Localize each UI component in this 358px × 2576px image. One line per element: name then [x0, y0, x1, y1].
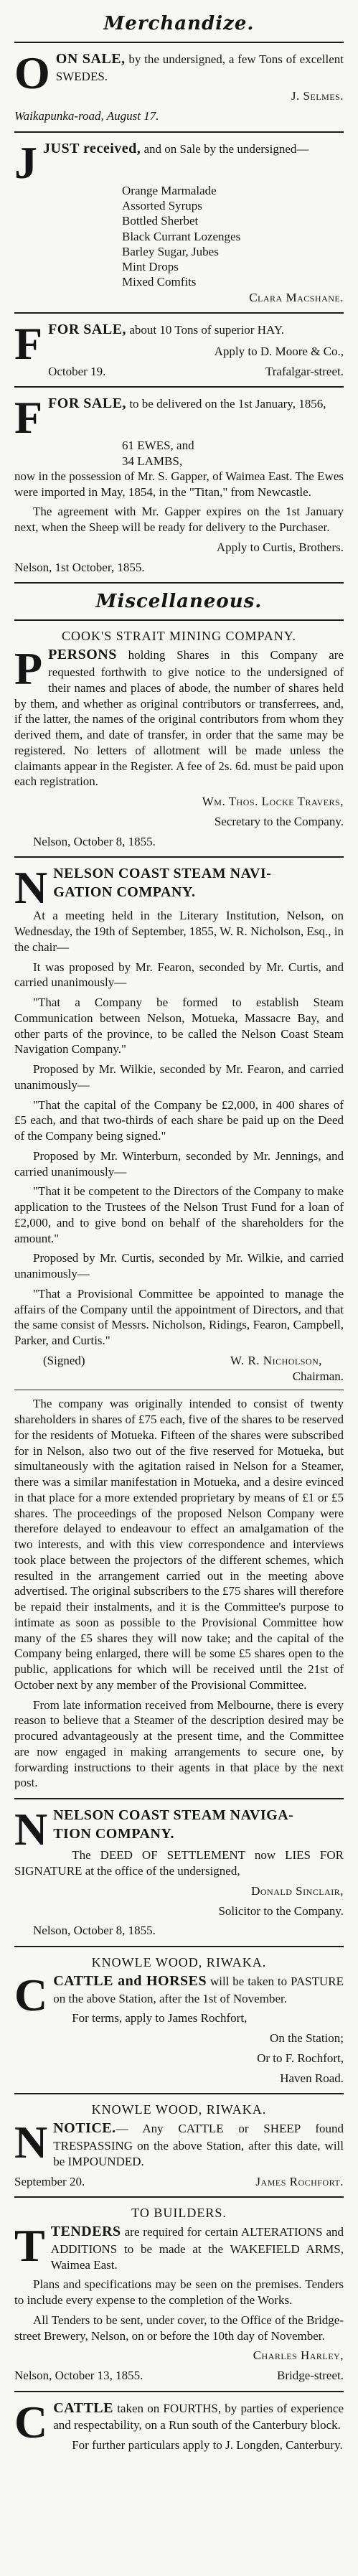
paragraph: From late information received from Melbourne, there is every reason to believe that a Steamer of the description desired may be procured advantageously at the present time, and the Committee are now engaged in making arrangements to secure one, by forwarding instructions to their agents in that place by the next post.	[14, 1697, 344, 1790]
ad-steam-navigation	[14, 862, 344, 1791]
ad-lead: NOTICE.	[53, 2120, 116, 2137]
ad-text: The agreement with Mr. Gapper expires on the 1st January next, when the Sheep will be ready for delivery to the Purchaser.	[14, 505, 344, 535]
ad-apply: For terms, apply to James Rochfort,	[72, 2011, 248, 2025]
divider	[14, 2391, 344, 2392]
ad-text: are required for certain ALTERATIONS and ADDITIONS to be made at the WAKEFIELD ARMS, Waimea East.	[50, 2225, 344, 2272]
drop-cap: F	[14, 392, 43, 444]
divider	[14, 619, 344, 621]
divider	[14, 312, 344, 314]
signed-label: (Signed)	[43, 1353, 85, 1367]
ad-signer: W. R. Nicholson,	[230, 1353, 322, 1367]
paragraph: The company was originally intended to consist of twenty shareholders in shares of £75 each, five of the shares to be reserved for the residents of Motueka. Fifteen of the shares were subscribed for in Nelson, also two out of the five reserved for Motueka, but simultaneously with the agitation raised in Nelson for a Steamer, there was a similar manifestation in Motueka, and a desire evinced in that place for a more extended proprietary by means of £1 or £5 shares. The proceedings of the proposed Nelson Company were therefore delayed to endeavour to effect an amalgamation of the two interests, and with this view correspondence and interviews took place between the projectors of the different schemes, which resulted in the arrangement carried out in the meeting above advertised. The original subscribers to the £75 shares will therefore be repaid their instalments, and it is the Committee's purpose to intimate as soon as possible to the Provisional Committee how many of the £5 shares they will now take; and the capital of the Company being enlarged, there will be some £5 shares open to the public, applications for which will be received until the 21st of October next by any member of the Provisional Committee.	[14, 1397, 344, 1692]
ad-apply: Apply to D. Moore & Co.,	[214, 344, 344, 358]
drop-cap: N	[14, 862, 48, 914]
drop-cap: T	[14, 2220, 45, 2272]
ad-text: by the undersigned, a few Tons of excellent SWEDES.	[55, 52, 344, 83]
list-item: 34 LAMBS,	[122, 454, 183, 468]
ad-title: TO BUILDERS.	[131, 2206, 227, 2221]
ad-role: Secretary to the Company.	[214, 814, 344, 828]
ad-signer: Charles Harley,	[253, 2348, 344, 2363]
ad-lead: NELSON COAST STEAM NAVI-	[53, 866, 272, 882]
paragraph: Proposed by Mr. Wilkie, seconded by Mr. Fearon, and carried unanimously—	[14, 1062, 344, 1092]
divider	[14, 386, 344, 388]
list-item: Mixed Comfits	[122, 275, 197, 289]
paragraph: "That it be competent to the Directors of the Company to make application to the Trustees of the Nelson Trust Fund for a loan of £2,000, and to give bond on behalf of the shareholders for the amount."	[14, 1184, 344, 1245]
ad-text: will be taken to PASTURE on the above Station, after the 1st of November.	[53, 1975, 344, 2005]
divider	[14, 1798, 344, 1799]
ad-date: September 20.	[14, 2174, 85, 2188]
ad-signer: Wm. Thos. Locke Travers,	[202, 795, 344, 809]
paragraph: For further particulars apply to J. Longden, Canterbury.	[72, 2438, 343, 2453]
drop-cap: J	[14, 136, 37, 188]
paragraph: "That a Company be formed to establish Steam Communication between Nelson, Motueka, Massacre Bay, and other parts of the province, to be called the Nelson Coast Steam Navigation Company."	[14, 996, 344, 1057]
ad-swedes	[14, 47, 344, 124]
drop-cap: N	[14, 1804, 48, 1855]
ad-signer: Donald Sinclair,	[251, 1883, 344, 1898]
divider	[14, 1946, 344, 1947]
drop-cap: C	[14, 1970, 48, 2021]
paragraph: Plans and specifications may be seen on the premises. Tenders to include every expense to the completion of the Works.	[14, 2277, 344, 2308]
ad-text: and on Sale by the undersigned—	[143, 141, 309, 156]
ad-confectionery	[14, 136, 344, 306]
ad-role: Solicitor to the Company.	[218, 1903, 344, 1918]
ad-text: to be delivered on the 1st January, 1856,	[129, 397, 326, 411]
ad-text: now in the possession of Mr. S. Gapper, of Waimea East. The Ewes were imported in May, 1854, in the "Titan," from Newcastle.	[14, 469, 344, 499]
ad-title: COOK'S STRAIT MINING COMPANY.	[62, 629, 296, 644]
divider	[14, 2093, 344, 2094]
paragraph: At a meeting held in the Literary Institution, Nelson, on Wednesday, the 19th of September, 1855, W. R. Nicholson, Esq., in the chair—	[14, 909, 344, 954]
drop-cap: N	[14, 2117, 48, 2168]
ad-title: KNOWLE WOOD, RIWAKA.	[91, 1955, 267, 1970]
ad-hay	[14, 318, 344, 379]
drop-cap: O	[14, 47, 50, 98]
ad-apply: Or to F. Rochfort,	[257, 2051, 344, 2065]
ad-lead: FOR SALE,	[48, 395, 127, 412]
drop-cap: P	[14, 643, 43, 695]
paragraph: It was proposed by Mr. Fearon, seconded by Mr. Curtis, and carried unanimously—	[14, 960, 344, 990]
drop-cap: C	[14, 2396, 48, 2448]
ad-knowle-wood-notice	[14, 2102, 344, 2189]
ad-place: Trafalgar-street.	[265, 364, 344, 378]
divider	[14, 42, 344, 43]
ad-date: October 19.	[48, 364, 106, 378]
ad-lead: GATION COMPANY.	[53, 884, 196, 900]
ad-text: taken on FOURTHS, by parties of experience and respectability, on a Run south of the Canterbury block.	[53, 2401, 344, 2432]
ad-title: KNOWLE WOOD, RIWAKA.	[91, 2102, 267, 2117]
ad-date: Nelson, October 8, 1855.	[33, 1924, 156, 1938]
ad-text: about 10 Tons of superior HAY.	[129, 323, 285, 337]
ad-place-date: Waikapunka-road, August 17.	[14, 109, 159, 123]
list-item: 61 EWES, and	[122, 439, 194, 453]
ad-lead: TION COMPANY.	[53, 1825, 174, 1842]
ad-sheep	[14, 392, 344, 575]
ad-place: Bridge-street.	[277, 2369, 344, 2383]
ad-date: Nelson, 1st October, 1855.	[14, 560, 145, 574]
ad-text: The DEED OF SETTLEMENT now LIES FOR SIGNATURE at the office of the undersigned,	[14, 1848, 344, 1878]
ad-lead: CATTLE and HORSES	[53, 1973, 207, 1990]
ad-lead: FOR SALE,	[48, 322, 127, 338]
divider	[14, 856, 344, 858]
ad-lead: CATTLE	[53, 2399, 113, 2416]
divider	[14, 582, 344, 584]
list-item: Black Currant Lozenges	[122, 229, 241, 243]
ad-text: holding Shares in this Company are requested forthwith to give notice to the undersigned of their names and places of abode, the number of shares held by them, and whether as original contributors or transferrees, and, if the latter, the names of the original contributors from whom they derived them, and date of transfer, in order that the same may be registered. No letters of allotment will be made unless the claimants appear in the Register. A fee of 2s. 6d. must be paid upon each registration.	[14, 648, 344, 789]
ad-deed-of-settlement	[14, 1804, 344, 1939]
advertisement-column	[14, 0, 344, 2453]
paragraph: Proposed by Mr. Curtis, seconded by Mr. Wilkie, and carried unanimously—	[14, 1251, 344, 1281]
ad-mining-company	[14, 628, 344, 849]
ad-date: Nelson, October 13, 1855.	[14, 2369, 143, 2383]
ad-date: Nelson, October 8, 1855.	[33, 834, 156, 848]
paragraph: All Tenders to be sent, under cover, to the Office of the Bridge-street Brewery, Nelson, on or before the 10th day of November.	[14, 2313, 344, 2343]
section-heading-miscellaneous: Miscellaneous.	[95, 591, 263, 613]
list-item: Assorted Syrups	[122, 199, 202, 213]
section-heading-merchandize: Merchandize.	[103, 13, 255, 34]
ad-builders-tenders	[14, 2205, 344, 2384]
list-item: Mint Drops	[122, 260, 179, 274]
ad-lead: TENDERS	[50, 2224, 121, 2240]
list-item: Bottled Sherbet	[122, 214, 199, 228]
divider	[14, 131, 344, 133]
divider	[14, 2196, 344, 2198]
drop-cap: F	[14, 318, 43, 370]
ad-lead: NELSON COAST STEAM NAVIGA-	[53, 1807, 294, 1824]
ad-text: — Any CATTLE or SHEEP found TRESPASSING on the above Station, after this date, will be IMPOUNDED.	[53, 2122, 344, 2168]
list-item: Barley Sugar, Jubes	[122, 244, 219, 258]
list-item: Orange Marmalade	[122, 183, 217, 197]
ad-signer: James Rochfort.	[255, 2174, 344, 2188]
ad-apply: Haven Road.	[280, 2071, 344, 2085]
paragraph: Proposed by Mr. Winterburn, seconded by Mr. Jennings, and carried unanimously—	[14, 1148, 344, 1179]
ad-knowle-wood-pasture	[14, 1954, 344, 2086]
ad-signer: J. Selmes.	[291, 89, 344, 103]
ad-apply: On the Station;	[270, 2031, 344, 2046]
ad-role: Chairman.	[292, 1369, 344, 1383]
ad-lead: PERSONS	[48, 647, 117, 663]
paragraph: "That a Provisional Committee be appointed to manage the affairs of the Company until the appointment of Directors, and that the same consist of Messrs. Nicholson, Ridings, Fearon, Campbell, Parker, and Curtis."	[14, 1286, 344, 1348]
ad-signer: Clara Macshane.	[249, 290, 344, 304]
ad-lead: ON SALE,	[55, 51, 126, 67]
ad-lead: JUST received,	[43, 140, 141, 156]
ad-apply: Apply to Curtis, Brothers.	[216, 540, 344, 554]
paragraph: "That the capital of the Company be £2,000, in 400 shares of £5 each, and that two-thirds of each share be paid up on the Deed of the Company being signed."	[14, 1097, 344, 1143]
ad-cattle-fourths	[14, 2396, 344, 2453]
